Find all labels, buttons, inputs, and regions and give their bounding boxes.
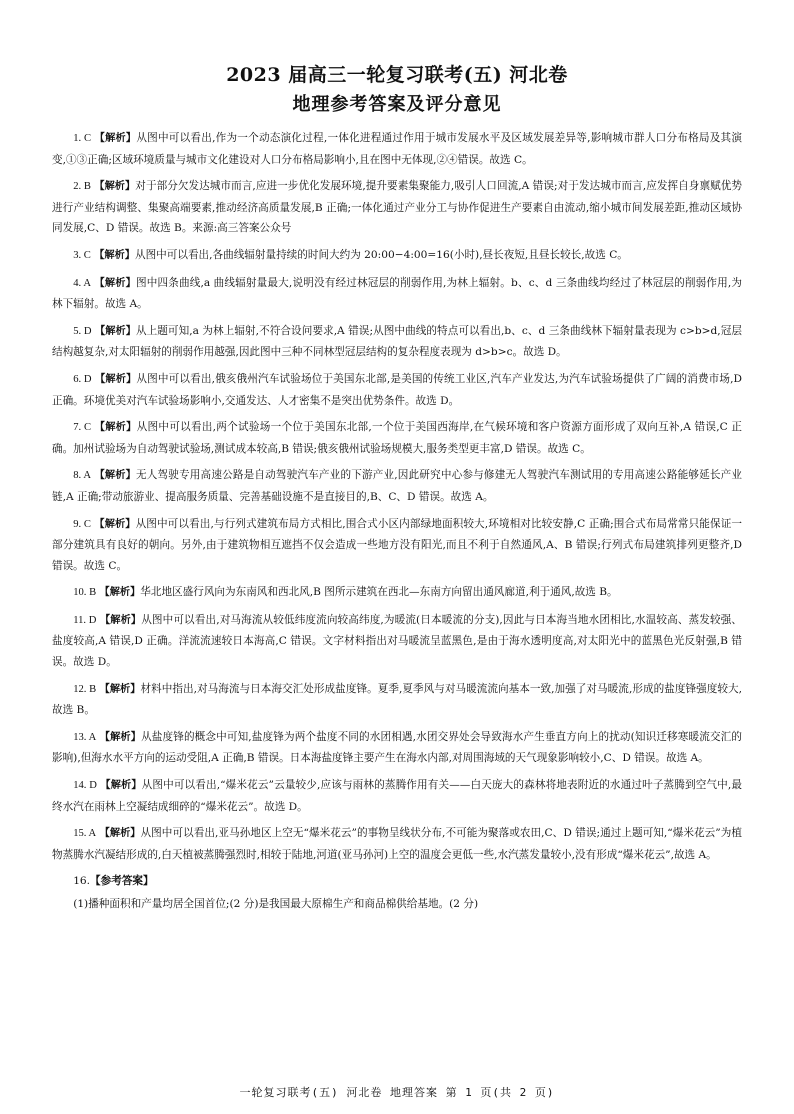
answer-number: 14. D [73, 780, 97, 792]
q16-number: 16. [73, 875, 91, 888]
answer-item [52, 128, 742, 170]
q16-tag: 【参考答案】 [90, 875, 154, 888]
answer-number: 10. B [73, 587, 97, 599]
answer-item [52, 176, 742, 239]
analysis-tag: 【解析】 [94, 277, 136, 289]
answer-item [52, 610, 742, 673]
analysis-tag: 【解析】 [94, 518, 136, 530]
analysis-tag: 【解析】 [95, 373, 137, 385]
answer-number: 8. A [73, 470, 92, 482]
answer-number: 6. D [73, 373, 92, 385]
analysis-tag: 【解析】 [99, 614, 142, 626]
answer-item [52, 369, 742, 411]
analysis-tag: 【解析】 [94, 325, 136, 337]
answer-item [52, 321, 742, 363]
page-subtitle: 地理参考答案及评分意见 [292, 94, 502, 115]
answer-item [52, 679, 742, 721]
answer-item [52, 514, 742, 577]
analysis-text: 从图中可以看出,各曲线辐射量持续的时间大约为 20:00−4:00=16(小时),昼长夜短,且昼长较长,故选 C。 [134, 248, 628, 261]
answer-item [52, 775, 742, 817]
page-title: 2023 届高三一轮复习联考(五) 河北卷 [226, 64, 568, 86]
analysis-text: 从图中可以看出,“爆米花云”云量较少,应该与雨林的蒸腾作用有关——白天庞大的森林将地表附近的水通过叶子蒸腾到空气中,最终水汽在雨林上空凝结成细碎的“爆米花云”。故选 D。 [52, 779, 743, 813]
analysis-text: 图中四条曲线,a 曲线辐射量最大,说明没有经过林冠层的削弱作用,为林上辐射。b、c、d 三条曲线均经过了林冠层的削弱作用,为林下辐射。故选 A。 [52, 276, 743, 311]
analysis-tag: 【解析】 [100, 780, 142, 792]
analysis-text: 从图中可以看出,俄亥俄州汽车试验场位于美国东北部,是美国的传统工业区,汽车产业发达,为汽车试验场提供了广阔的消费市场,D 正确。环境优美对汽车试验场影响小,交通发达、人才密集不是突出优势条件。故选 D。 [52, 372, 743, 407]
answer-number: 3. C [73, 249, 91, 261]
q16-heading [52, 871, 742, 892]
analysis-text: 从图中可以看出,两个试验场一个位于美国东北部,一个位于美国西海岸,在气候环境和客户资源方面形成了双向互补,A 错误,C 正确。加州试验场为自动驾驶试验场,测试成本较高,B 错误;俄亥俄州试验场规模大,服务类型更丰富,D 错误。故选 C。 [52, 421, 742, 455]
analysis-text: 从盐度锋的概念中可知,盐度锋为两个盐度不同的水团相遇,水团交界处会导致海水产生垂直方向上的扰动(知识迁移寒暖流交汇的影响),但海水水平方向的运动受阻,A 正确,B 错误。日本海盐度锋主要产生在海水内部,对周围海域的天气现象影响较小,C、D 错误。故选 A。 [52, 730, 742, 765]
analysis-tag: 【解析】 [94, 249, 135, 261]
answer-item [52, 417, 742, 459]
analysis-tag: 【解析】 [94, 470, 136, 482]
analysis-text: 从上题可知,a 为林上辐射,不符合设问要求,A 错误;从图中曲线的特点可以看出,b、c、d 三条曲线林下辐射量表现为 c>b>d,冠层结构越复杂,对太阳辐射的削弱作用越强,因此图中三种不同林型冠层结构的复杂程度表现为 d>b>c。故选 D。 [52, 324, 742, 359]
answer-number: 2. B [73, 181, 91, 193]
analysis-text: 华北地区盛行风向为东南风和西北风,B 图所示建筑在西北—东南方向留出通风廊道,利于通风,故选 B。 [140, 586, 618, 599]
analysis-text: 材料中指出,对马海流与日本海交汇处形成盐度锋。夏季,夏季风与对马暖流流向基本一致,加强了对马暖流,形成的盐度锋强度较大,故选 B。 [52, 682, 742, 717]
analysis-text: 对于部分欠发达城市而言,应进一步优化发展环境,提升要素集聚能力,吸引人口回流,A 错误;对于发达城市而言,应发挥自身禀赋优势进行产业结构调整、集聚高端要素,推动经济高质量发展,B 正确;一体化通过产业分工与协作促进生产要素自由流动,缩小城市间发展差距,推动区域协同发展,C、D 错误。故选 B。来源:高三答案公众号 [52, 180, 742, 235]
answer-list [52, 128, 742, 865]
answer-item [52, 582, 742, 604]
answer-number: 12. B [73, 683, 97, 695]
answer-item [52, 727, 742, 769]
analysis-text: 从图中可以看出,对马海流从较低纬度流向较高纬度,为暖流(日本暖流的分支),因此与日本海当地水团相比,水温较高、蒸发较强、盐度较高,A 错误,D 正确。洋流流速较日本海高,C 错误。文字材料指出对马暖流呈蓝黑色,是由于海水透明度高,对太阳光中的蓝黑色光反射强,B 错误。故选 D。 [52, 613, 743, 669]
answer-number: 5. D [73, 325, 92, 337]
answer-item [52, 245, 742, 267]
analysis-tag: 【解析】 [99, 828, 141, 840]
analysis-tag: 【解析】 [94, 422, 137, 434]
answer-item [52, 823, 742, 865]
analysis-tag: 【解析】 [99, 731, 142, 743]
answer-number: 7. C [73, 422, 92, 434]
answer-number: 15. A [73, 828, 97, 840]
answer-number: 13. A [73, 731, 97, 743]
answer-number: 4. A [73, 277, 92, 289]
question-16 [52, 871, 742, 914]
analysis-tag: 【解析】 [94, 181, 136, 193]
analysis-tag: 【解析】 [94, 133, 137, 144]
answer-number: 11. D [73, 614, 97, 626]
answer-item [52, 465, 742, 507]
analysis-text: 从图中可以看出,作为一个动态演化过程,一体化进程通过作用于城市发展水平及区域发展差异等,影响城市群人口分布格局及其演变,①③正确;区域环境质量与城市文化建设对人口分布格局影响小,且在图中无体现,②④错误。故选 C。 [52, 132, 742, 166]
analysis-tag: 【解析】 [99, 683, 141, 695]
analysis-text: 无人驾驶专用高速公路是自动驾驶汽车产业的下游产业,因此研究中心参与修建无人驾驶汽车测试用的专用高速公路能够延长产业链,A 正确;带动旅游业、提高服务质量、完善基础设施不是直接目的,B、C、D 错误。故选 A。 [52, 469, 742, 503]
q16-line-1: (1)播种面积和产量均居全国首位;(2 分)是我国最大原棉生产和商品棉供给基地。(2 分) [73, 898, 479, 910]
answer-number: 9. C [73, 518, 91, 530]
analysis-text: 从图中可以看出,与行列式建筑布局方式相比,围合式小区内部绿地面积较大,环境相对比较安静,C 正确;围合式布局常常只能保证一部分建筑具有良好的朝向。另外,由于建筑物相互遮挡不仅会造成一些地方没有阳光,而且不利于自然通风,A、B 错误;行列式布局建筑排列更整齐,D 错误。故选 C。 [52, 517, 742, 572]
answer-number: 1. C [73, 133, 92, 144]
page-footer: 一轮复习联考(五) 河北卷 地理答案 第 1 页(共 2 页) [239, 1086, 555, 1099]
analysis-tag: 【解析】 [99, 587, 141, 599]
analysis-text: 从图中可以看出,亚马孙地区上空无“爆米花云”的事物呈线状分布,不可能为聚落或农田,C、D 错误;通过上题可知,“爆米花云”为植物蒸腾水汽凝结形成的,白天植被蒸腾强烈时,相较于陆地,河道(亚马孙河)上空的温度会更低一些,水汽蒸发量较小,没有形成“爆米花云”,故选 A。 [52, 827, 742, 861]
answer-item [52, 273, 742, 315]
